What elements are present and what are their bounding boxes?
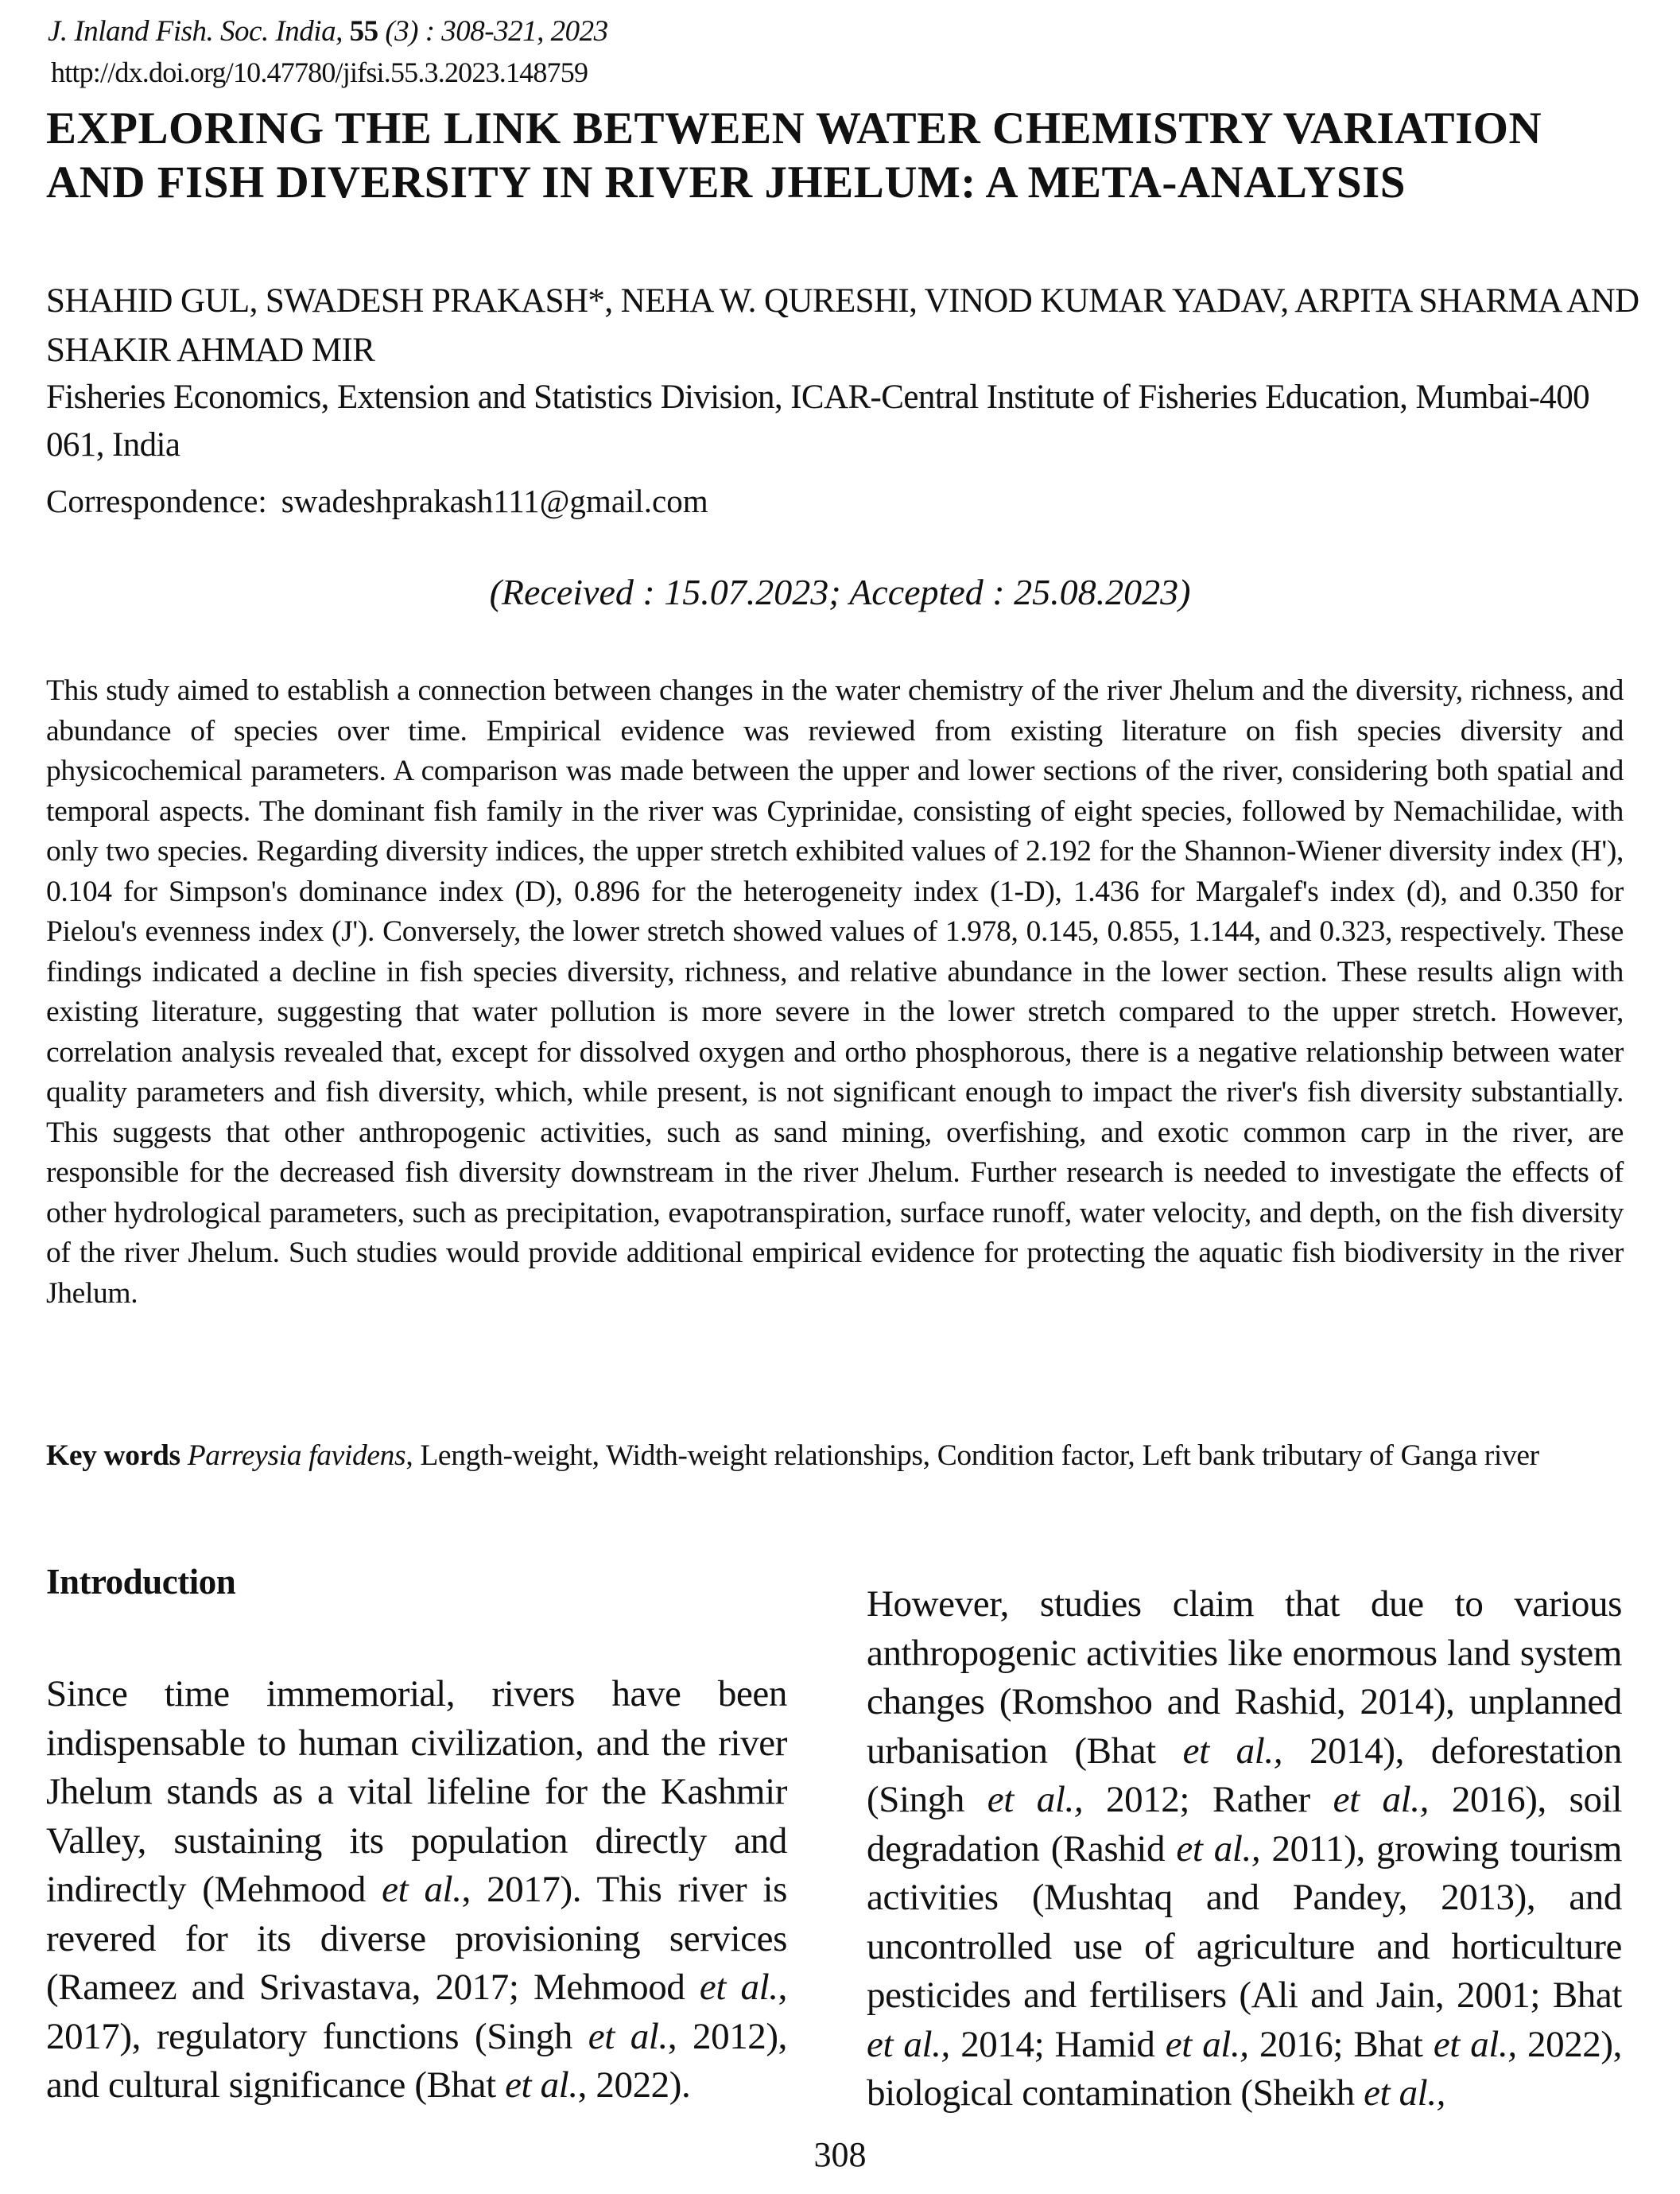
- text-run: Since time immemorial, rivers have been indispensable to human civilization, and the river Jhelum stands as a vital lifeline for the Kashmir Valley, sustaining its population directly and indirectly (Mehmood: [46, 1673, 787, 1910]
- citation-etal: et al.,: [1182, 1730, 1283, 1772]
- text-run: 2011), growing tourism activities (Mushtaq and Pandey, 2013), and uncontrolled use of agriculture and horticulture pesticides and fertilisers (Ali and Jain, 2001; Bhat: [867, 1827, 1622, 2016]
- citation-etal: et al.: [382, 1869, 462, 1910]
- citation-etal: et al.: [588, 2015, 668, 2057]
- journal-issue-pages: (3) : 308-321, 2023: [385, 15, 608, 48]
- text-run: , 2017). This river is revered for its diverse provisioning services (Rameez and Srivastava, 2017; Mehmood: [46, 1869, 788, 2008]
- citation-etal: et al.,: [1333, 1779, 1430, 1820]
- keywords-species: Parreysia favidens: [187, 1439, 406, 1472]
- section-heading-introduction: Introduction: [46, 1562, 236, 1602]
- abstract: This study aimed to establish a connection between changes in the water chemistry of the river Jhelum and the diversity, richness, and abundance of species over time. Empirical evidence was reviewed from existing literature on fish species diversity and physicochemical parameters. A comparison was made between the upper and lower sections of the river, considering both spatial and temporal aspects. The dominant fish family in the river was Cyprinidae, consisting of eight species, followed by Nemachilidae, with only two species. Regarding diversity indices, the upper stretch exhibited values of 2.192 for the Shannon-Wiener diversity index (H'), 0.104 for Simpson's dominance index (D), 0.896 for the heterogeneity index (1-D), 1.436 for Margalef's index (d), and 0.350 for Pielou's evenness index (J'). Conversely, the lower stretch showed values of 1.978, 0.145, 0.855, 1.144, and 0.323, respectively. These findings indicated a decline in fish species diversity, richness, and relative abundance in the lower section. These results align with existing literature, suggesting that water pollution is more severe in the lower stretch compared to the upper stretch. However, correlation analysis revealed that, except for dissolved oxygen and ortho phosphorous, there is a negative relationship between water quality parameters and fish diversity, which, while present, is not significant enough to impact the river's fish diversity substantially. This suggests that other anthropogenic activities, such as sand mining, overfishing, and exotic common carp in the river, are responsible for the decreased fish diversity downstream in the river Jhelum. Further research is needed to investigate the effects of other hydrological parameters, such as precipitation, evapotranspiration, surface runoff, water velocity, and depth, on the fish diversity of the river Jhelum. Such studies would provide additional empirical evidence for protecting the aquatic fish biodiversity in the river Jhelum.: [46, 674, 1624, 1310]
- correspondence: [46, 482, 708, 520]
- text-run: , 2012), and cultural significance (Bhat: [46, 2015, 787, 2106]
- received-accepted-dates: (Received : 15.07.2023; Accepted : 25.08.2023): [489, 572, 1191, 612]
- keywords-label: Key words: [46, 1439, 180, 1472]
- doi-link[interactable]: http://dx.doi.org/10.47780/jifsi.55.3.2023.148759: [51, 56, 588, 88]
- text-run: , 2022).: [577, 2064, 691, 2106]
- citation-etal: et al.,: [987, 1779, 1084, 1820]
- journal-citation: [48, 14, 608, 49]
- journal-volume: 55: [349, 15, 378, 48]
- citation-etal: et al.: [505, 2064, 578, 2106]
- citation-etal: et al.,: [867, 2023, 950, 2065]
- text-run: 2022), biological contamination (Sheikh: [867, 2023, 1623, 2114]
- citation-etal: et al.,: [1176, 1827, 1261, 1870]
- citation-etal: et al.,: [1165, 2023, 1249, 2065]
- text-run: 2014), deforestation (Singh: [867, 1730, 1622, 1820]
- text-run: , 2017), regulatory functions (Singh: [46, 1967, 787, 2057]
- correspondence-email[interactable]: swadeshprakash111@gmail.com: [281, 483, 708, 519]
- text-run: However, studies claim that due to various anthropogenic activities like enormous land system changes (Romshoo and Rashid, 2014), unplanned urbanisation (Bhat: [867, 1583, 1622, 1772]
- author-list: SHAHID GUL, SWADESH PRAKASH*, NEHA W. QURESHI, VINOD KUMAR YADAV, ARPITA SHARMA AND SHAKIR AHMAD MIR: [46, 282, 1639, 369]
- text-run: 2016; Bhat: [1248, 2023, 1434, 2065]
- text-run: 2012; Rather: [1083, 1779, 1333, 1820]
- intro-paragraph-left: [46, 1670, 787, 2111]
- page-number: 308: [813, 2135, 867, 2174]
- keywords: [46, 1436, 1624, 1476]
- text-run: 2014; Hamid: [949, 2023, 1166, 2065]
- correspondence-label: Correspondence:: [46, 483, 267, 519]
- journal-name: J. Inland Fish. Soc. India,: [48, 15, 343, 48]
- citation-etal: et al.: [699, 1967, 778, 2008]
- paper-title: EXPLORING THE LINK BETWEEN WATER CHEMISTRY VARIATION AND FISH DIVERSITY IN RIVER JHELUM: A META-ANALYSIS: [46, 103, 1542, 208]
- intro-paragraph-right: [867, 1580, 1622, 2118]
- text-run: 2016), soil degradation (Rashid: [867, 1779, 1622, 1870]
- citation-etal: et al.,: [1364, 2072, 1446, 2114]
- keywords-rest: , Length-weight, Width-weight relationships, Condition factor, Left bank tributary of Ganga river: [405, 1439, 1539, 1472]
- affiliation: Fisheries Economics, Extension and Statistics Division, ICAR-Central Institute of Fisheries Education, Mumbai-400 061, India: [46, 379, 1590, 464]
- citation-etal: et al.,: [1433, 2023, 1517, 2065]
